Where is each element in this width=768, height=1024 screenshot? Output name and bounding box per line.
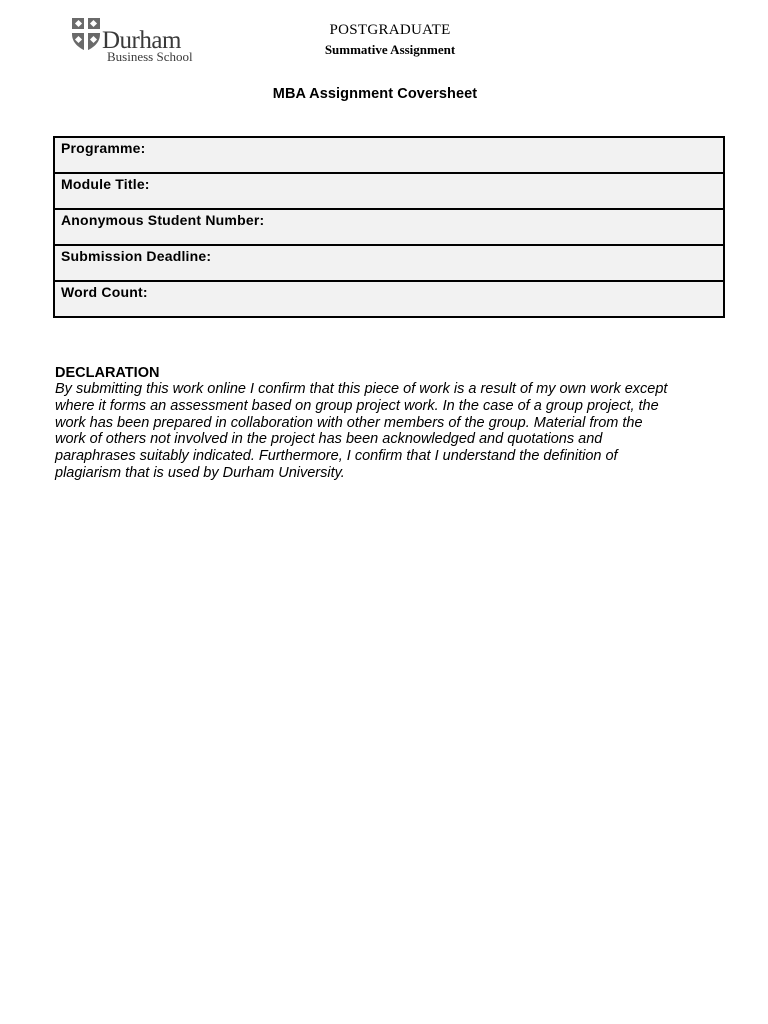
- field-label-word-count: Word Count:: [61, 284, 148, 300]
- durham-shield-icon: [70, 16, 102, 52]
- logo-subtitle: Business School: [107, 49, 193, 64]
- declaration-line: work has been prepared in collaboration with other members of the group. Material from the: [55, 414, 643, 431]
- durham-business-school-logo: [64, 12, 204, 68]
- field-row-programme[interactable]: [55, 138, 723, 174]
- field-label-module-title: Module Title:: [61, 176, 150, 192]
- field-label-student-number: Anonymous Student Number:: [61, 212, 265, 228]
- logo-name: Durham: [102, 27, 181, 54]
- field-row-submission-deadline[interactable]: [55, 246, 723, 282]
- declaration-line: where it forms an assessment based on group project work. In the case of a group project, the: [55, 397, 659, 414]
- field-row-word-count[interactable]: [55, 282, 723, 316]
- declaration-line: work of others not involved in the project has been acknowledged and quotations and: [55, 431, 603, 448]
- declaration-heading: DECLARATION: [55, 365, 160, 381]
- level-heading: POSTGRADUATE: [329, 22, 451, 38]
- declaration-text: [55, 381, 725, 482]
- field-row-student-number[interactable]: [55, 210, 723, 246]
- assignment-type-heading: Summative Assignment: [324, 42, 456, 57]
- declaration-line: By submitting this work online I confirm that this piece of work is a result of my own work except: [55, 381, 668, 397]
- coversheet-fields-table: [53, 136, 725, 318]
- document-title: MBA Assignment Coversheet: [272, 86, 478, 102]
- field-row-module-title[interactable]: [55, 174, 723, 210]
- declaration-line: plagiarism that is used by Durham University.: [55, 464, 345, 481]
- declaration-line: paraphrases suitably indicated. Furthermore, I confirm that I understand the definition of: [55, 448, 618, 465]
- field-label-submission-deadline: Submission Deadline:: [61, 248, 212, 264]
- field-label-programme: Programme:: [61, 140, 146, 156]
